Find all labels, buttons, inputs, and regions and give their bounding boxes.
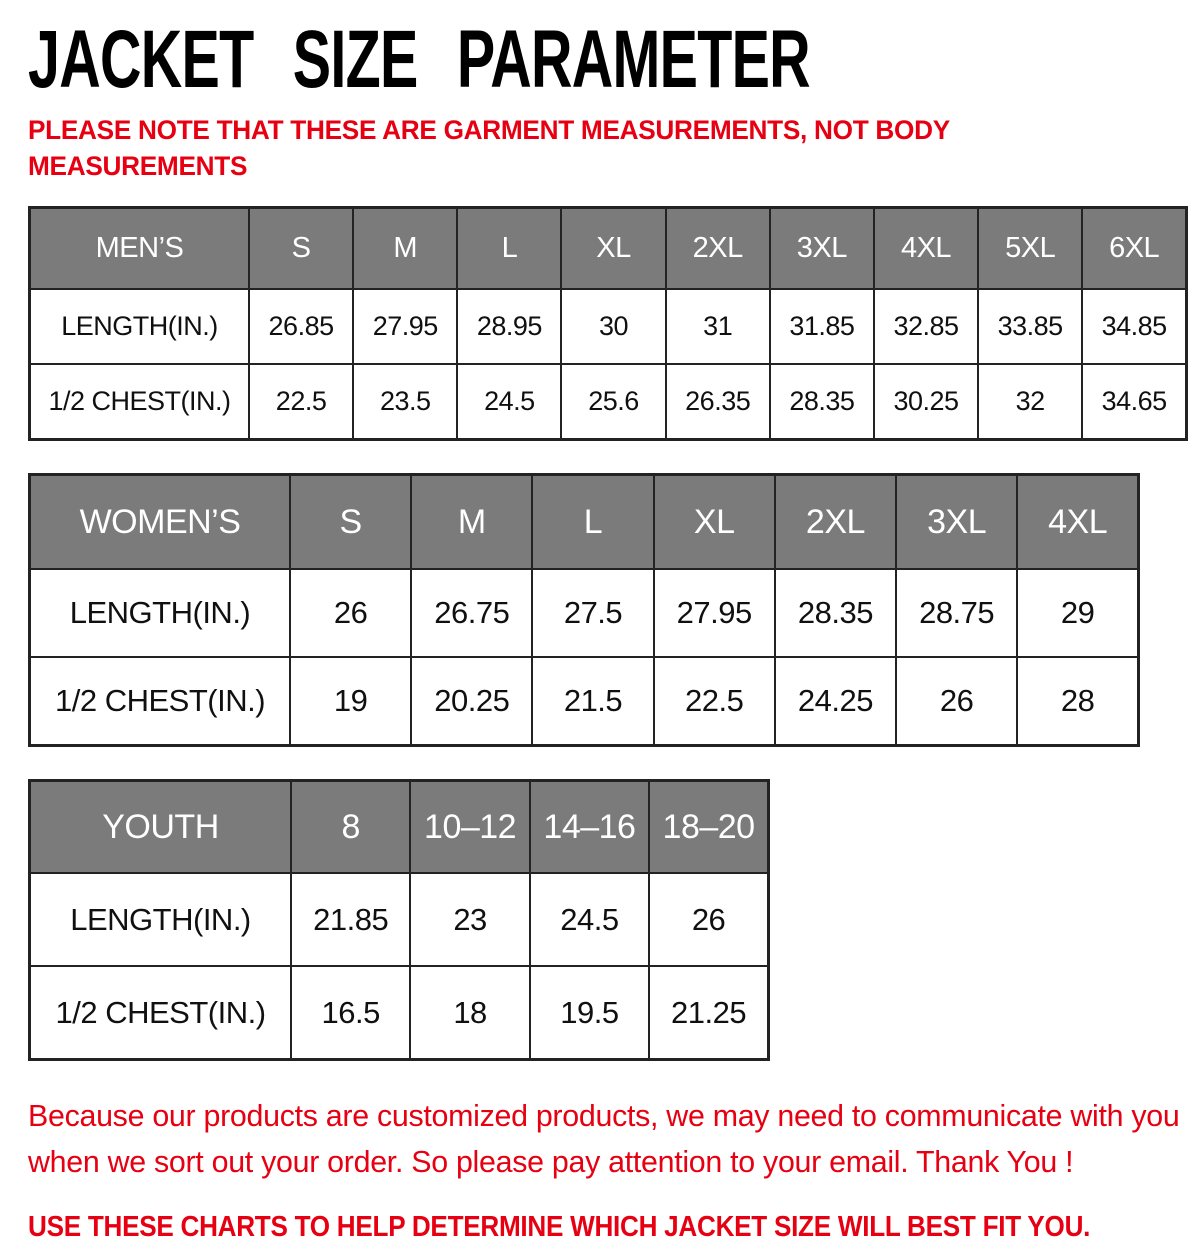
womens-size-header: XL (654, 475, 775, 570)
womens-size-value: 27.95 (654, 569, 775, 657)
youth-data-row (30, 966, 769, 1060)
mens-size-value: 28.35 (770, 364, 874, 440)
mens-size-value: 30 (561, 289, 665, 364)
womens-size-value: 28.35 (775, 569, 896, 657)
mens-size-header: 3XL (770, 208, 874, 290)
mens-size-header: 4XL (874, 208, 978, 290)
youth-size-value: 26 (649, 873, 768, 966)
mens-size-value: 32.85 (874, 289, 978, 364)
youth-size-value: 18 (410, 966, 529, 1060)
womens-size-value: 26 (896, 657, 1017, 746)
mens-data-row (30, 289, 1187, 364)
youth-size-value: 23 (410, 873, 529, 966)
mens-size-value: 30.25 (874, 364, 978, 440)
youth-size-table (28, 779, 770, 1061)
youth-size-value: 21.25 (649, 966, 768, 1060)
customization-notice (28, 1093, 1200, 1185)
womens-size-value: 26 (290, 569, 411, 657)
mens-size-value: 24.5 (457, 364, 561, 440)
womens-size-value: 26.75 (411, 569, 532, 657)
womens-size-header: L (532, 475, 653, 570)
mens-header-row (30, 208, 1187, 290)
womens-data-row (30, 569, 1139, 657)
womens-size-value: 24.25 (775, 657, 896, 746)
womens-header-row (30, 475, 1139, 570)
womens-size-value: 27.5 (532, 569, 653, 657)
youth-size-value: 19.5 (530, 966, 649, 1060)
youth-size-value: 24.5 (530, 873, 649, 966)
mens-size-value: 23.5 (353, 364, 457, 440)
mens-row-label: 1/2 CHEST(IN.) (30, 364, 250, 440)
mens-size-value: 31 (666, 289, 770, 364)
mens-size-value: 27.95 (353, 289, 457, 364)
youth-size-header: 14–16 (530, 781, 649, 874)
mens-size-value: 34.85 (1082, 289, 1186, 364)
womens-row-label: LENGTH(IN.) (30, 569, 291, 657)
womens-size-header: 2XL (775, 475, 896, 570)
mens-table-title: MEN’S (30, 208, 250, 290)
womens-size-header: S (290, 475, 411, 570)
youth-row-label: LENGTH(IN.) (30, 873, 292, 966)
youth-size-header: 10–12 (410, 781, 529, 874)
womens-size-value: 19 (290, 657, 411, 746)
mens-size-table (28, 206, 1188, 441)
mens-size-value: 31.85 (770, 289, 874, 364)
mens-size-value: 26.35 (666, 364, 770, 440)
mens-size-header: 5XL (978, 208, 1082, 290)
mens-size-header: S (249, 208, 353, 290)
womens-size-header: M (411, 475, 532, 570)
womens-size-value: 28.75 (896, 569, 1017, 657)
womens-size-value: 20.25 (411, 657, 532, 746)
mens-size-value: 26.85 (249, 289, 353, 364)
womens-row-label: 1/2 CHEST(IN.) (30, 657, 291, 746)
chart-usage-note: USE THESE CHARTS TO HELP DETERMINE WHICH JACKET SIZE WILL BEST FIT YOU. (28, 1211, 1091, 1243)
youth-header-row (30, 781, 769, 874)
mens-size-header: XL (561, 208, 665, 290)
womens-data-row (30, 657, 1139, 746)
customization-notice-line-1: Because our products are customized products, we may need to communicate with you (28, 1098, 1180, 1133)
womens-table-title: WOMEN’S (30, 475, 291, 570)
mens-size-value: 28.95 (457, 289, 561, 364)
youth-table-title: YOUTH (30, 781, 292, 874)
youth-size-header: 18–20 (649, 781, 768, 874)
garment-measurement-note (28, 112, 1200, 184)
youth-size-value: 16.5 (291, 966, 410, 1060)
mens-row-label: LENGTH(IN.) (30, 289, 250, 364)
youth-size-header: 8 (291, 781, 410, 874)
note-line-1: PLEASE NOTE THAT THESE ARE GARMENT MEASUREMENTS, NOT BODY (28, 115, 950, 145)
womens-size-value: 28 (1017, 657, 1138, 746)
mens-size-header: M (353, 208, 457, 290)
womens-size-value: 21.5 (532, 657, 653, 746)
womens-size-table (28, 473, 1140, 747)
customization-notice-line-2: when we sort out your order. So please pay attention to your email. Thank You ! (28, 1144, 1074, 1179)
mens-size-header: 6XL (1082, 208, 1186, 290)
mens-size-value: 34.65 (1082, 364, 1186, 440)
mens-size-value: 25.6 (561, 364, 665, 440)
note-line-2: MEASUREMENTS (28, 151, 248, 181)
mens-size-header: 2XL (666, 208, 770, 290)
mens-size-value: 33.85 (978, 289, 1082, 364)
mens-size-value: 22.5 (249, 364, 353, 440)
youth-size-value: 21.85 (291, 873, 410, 966)
youth-data-row (30, 873, 769, 966)
youth-row-label: 1/2 CHEST(IN.) (30, 966, 292, 1060)
mens-size-header: L (457, 208, 561, 290)
womens-size-header: 4XL (1017, 475, 1138, 570)
womens-size-value: 22.5 (654, 657, 775, 746)
mens-data-row (30, 364, 1187, 440)
womens-size-header: 3XL (896, 475, 1017, 570)
womens-size-value: 29 (1017, 569, 1138, 657)
mens-size-value: 32 (978, 364, 1082, 440)
page-title: JACKET SIZE PARAMETER (28, 14, 810, 105)
